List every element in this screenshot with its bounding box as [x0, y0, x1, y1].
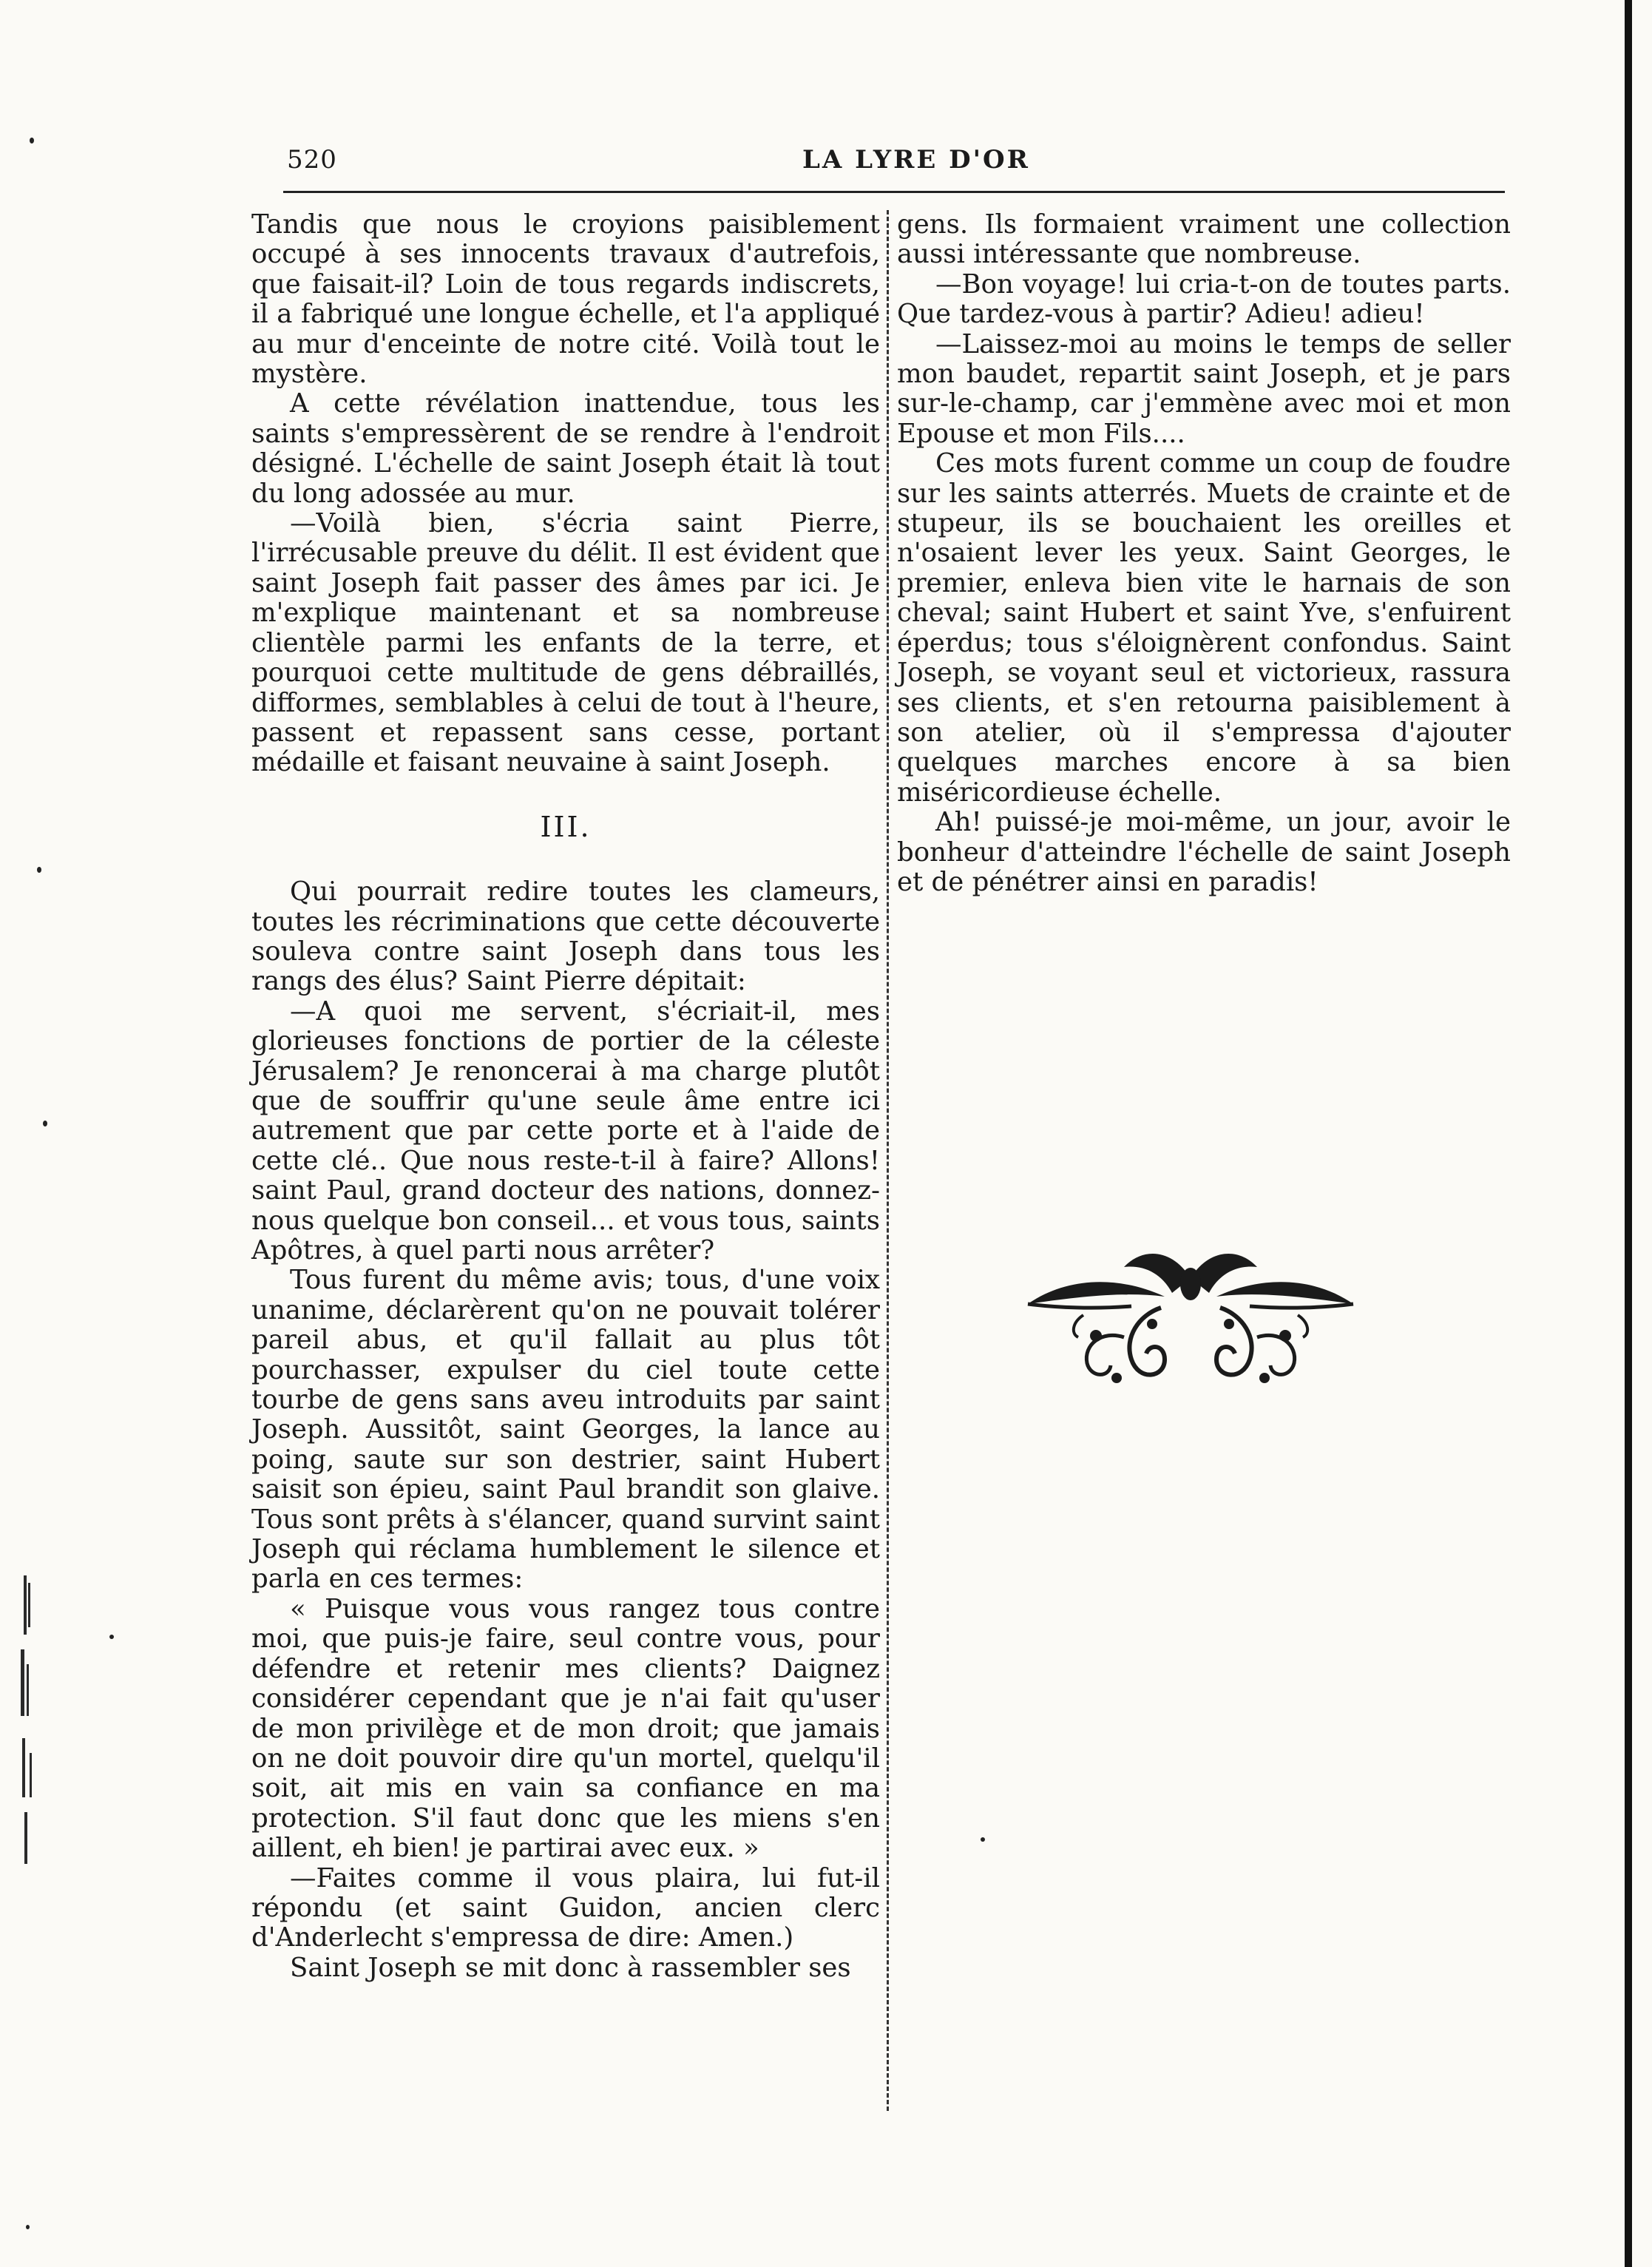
column-divider — [887, 210, 889, 2111]
margin-speck — [109, 1635, 114, 1639]
paragraph: A cette révélation inattendue, tous les saints s'empressèrent de se rendre à l'endroit désigné. L'échelle de saint Joseph était là tout du long adossée au mur. — [251, 388, 880, 509]
paragraph: Saint Joseph se mit donc à rassembler ses — [290, 1952, 851, 1983]
paragraph: Ah! puissé-je moi-même, un jour, avoir le bonheur d'atteindre l'échelle de saint Joseph et de pénétrer ainsi en paradis! — [897, 807, 1511, 897]
paragraph: —Laissez-moi au moins le temps de seller mon baudet, repartit saint Joseph, et je pars sur-le-champ, car j'emmène avec moi et mon Epouse et mon Fils.... — [897, 328, 1511, 449]
floral-vignette-icon — [1013, 1226, 1368, 1404]
section-heading: III. — [540, 810, 592, 843]
binding-edge — [1625, 0, 1632, 2267]
right-column — [897, 210, 1511, 897]
paragraph: « Puisque vous vous rangez tous contre moi, que puis-je faire, seul contre vous, pour défendre et retenir mes clients? Daignez considérer cependant que je n'ai fait qu'user de mon privilège et de mon droit; que jamais on ne doit pouvoir dire qu'un mortel, quelqu'il soit, ait mis en vain sa confiance en ma protection. S'il faut donc que les miens s'en aillent, eh bien! je partirai avec eux. » — [251, 1593, 880, 1864]
paragraph: Ces mots furent comme un coup de foudre sur les saints atterrés. Muets de crainte et de stupeur, ils se bouchaient les oreilles et n'osaient lever les yeux. Saint Georges, le premier, enleva bien vite le harnais de son cheval; saint Hubert et saint Yve, s'enfuirent éperdus; tous s'éloignèrent confondus. Saint Joseph, se voyant seul et victorieux, rassura ses clients, et s'en retourna paisiblement à son atelier, où il s'empressa d'ajouter quelques marches encore à sa bien miséricordieuse échelle. — [897, 448, 1511, 808]
page-number: 520 — [287, 145, 337, 175]
paragraph: Qui pourrait redire toutes les clameurs, toutes les récriminations que cette découverte souleva contre saint Joseph dans tous les rangs des élus? Saint Pierre dépitait: — [251, 876, 880, 997]
paragraph: —Faites comme il vous plaira, lui fut-il répondu (et saint Guidon, ancien clerc d'Anderlecht s'empressa de dire: Amen.) — [251, 1862, 880, 1953]
gutter-shadow — [13, 1575, 43, 1871]
margin-speck — [26, 2225, 30, 2229]
margin-speck — [30, 138, 34, 143]
paragraph: Tandis que nous le croyions paisiblement occupé à ses innocents travaux d'autrefois, que faisait-il? Loin de tous regards indiscrets, il a fabriqué une longue échelle, et l'a appliqué au mur d'enceinte de notre cité. Voilà tout le mystère. — [251, 209, 880, 390]
running-title: LA LYRE D'OR — [802, 145, 1030, 175]
paragraph: gens. Ils formaient vraiment une collection aussi intéressante que nombreuse. — [897, 209, 1511, 270]
paragraph: —Voilà bien, s'écria saint Pierre, l'irrécusable preuve du délit. Il est évident que saint Joseph fait passer des âmes par ici. Je m'explique maintenant et sa nombreuse clientèle parmi les enfants de la terre, et pourquoi cette multitude de gens débraillés, difformes, semblables à celui de tout à l'heure, passent et repassent sans cesse, portant médaille et faisant neuvaine à saint Joseph. — [251, 508, 880, 778]
paragraph: —A quoi me servent, s'écriait-il, mes glorieuses fonctions de portier de la céleste Jérusalem? Je renoncerai à ma charge plutôt que de souffrir qu'une seule âme entre ici autrement que par cette porte et à l'aide de cette clé.. Que nous reste-t-il à faire? Allons! saint Paul, grand docteur des nations, donnez-nous quelque bon conseil... et vous tous, saints Apôtres, à quel parti nous arrêter? — [251, 996, 880, 1266]
left-column — [251, 210, 880, 1983]
margin-speck — [43, 1121, 47, 1126]
header-rule — [283, 191, 1505, 193]
margin-speck — [981, 1837, 985, 1842]
paragraph: —Bon voyage! lui cria-t-on de toutes parts. Que tardez-vous à partir? Adieu! adieu! — [897, 268, 1511, 330]
paragraph: Tous furent du même avis; tous, d'une voix unanime, déclarèrent qu'on ne pouvait tolérer pareil abus, et qu'il fallait au plus tôt pourchasser, expulser du ciel toute cette tourbe de gens sans aveu introduits par saint Joseph. Aussitôt, saint Georges, la lance au poing, saute sur son destrier, saint Hubert saisit son épieu, saint Paul brandit son glaive. Tous sont prêts à s'élancer, quand survint saint Joseph qui réclama humblement le silence et parla en ces termes: — [251, 1265, 880, 1595]
margin-speck — [37, 867, 41, 873]
